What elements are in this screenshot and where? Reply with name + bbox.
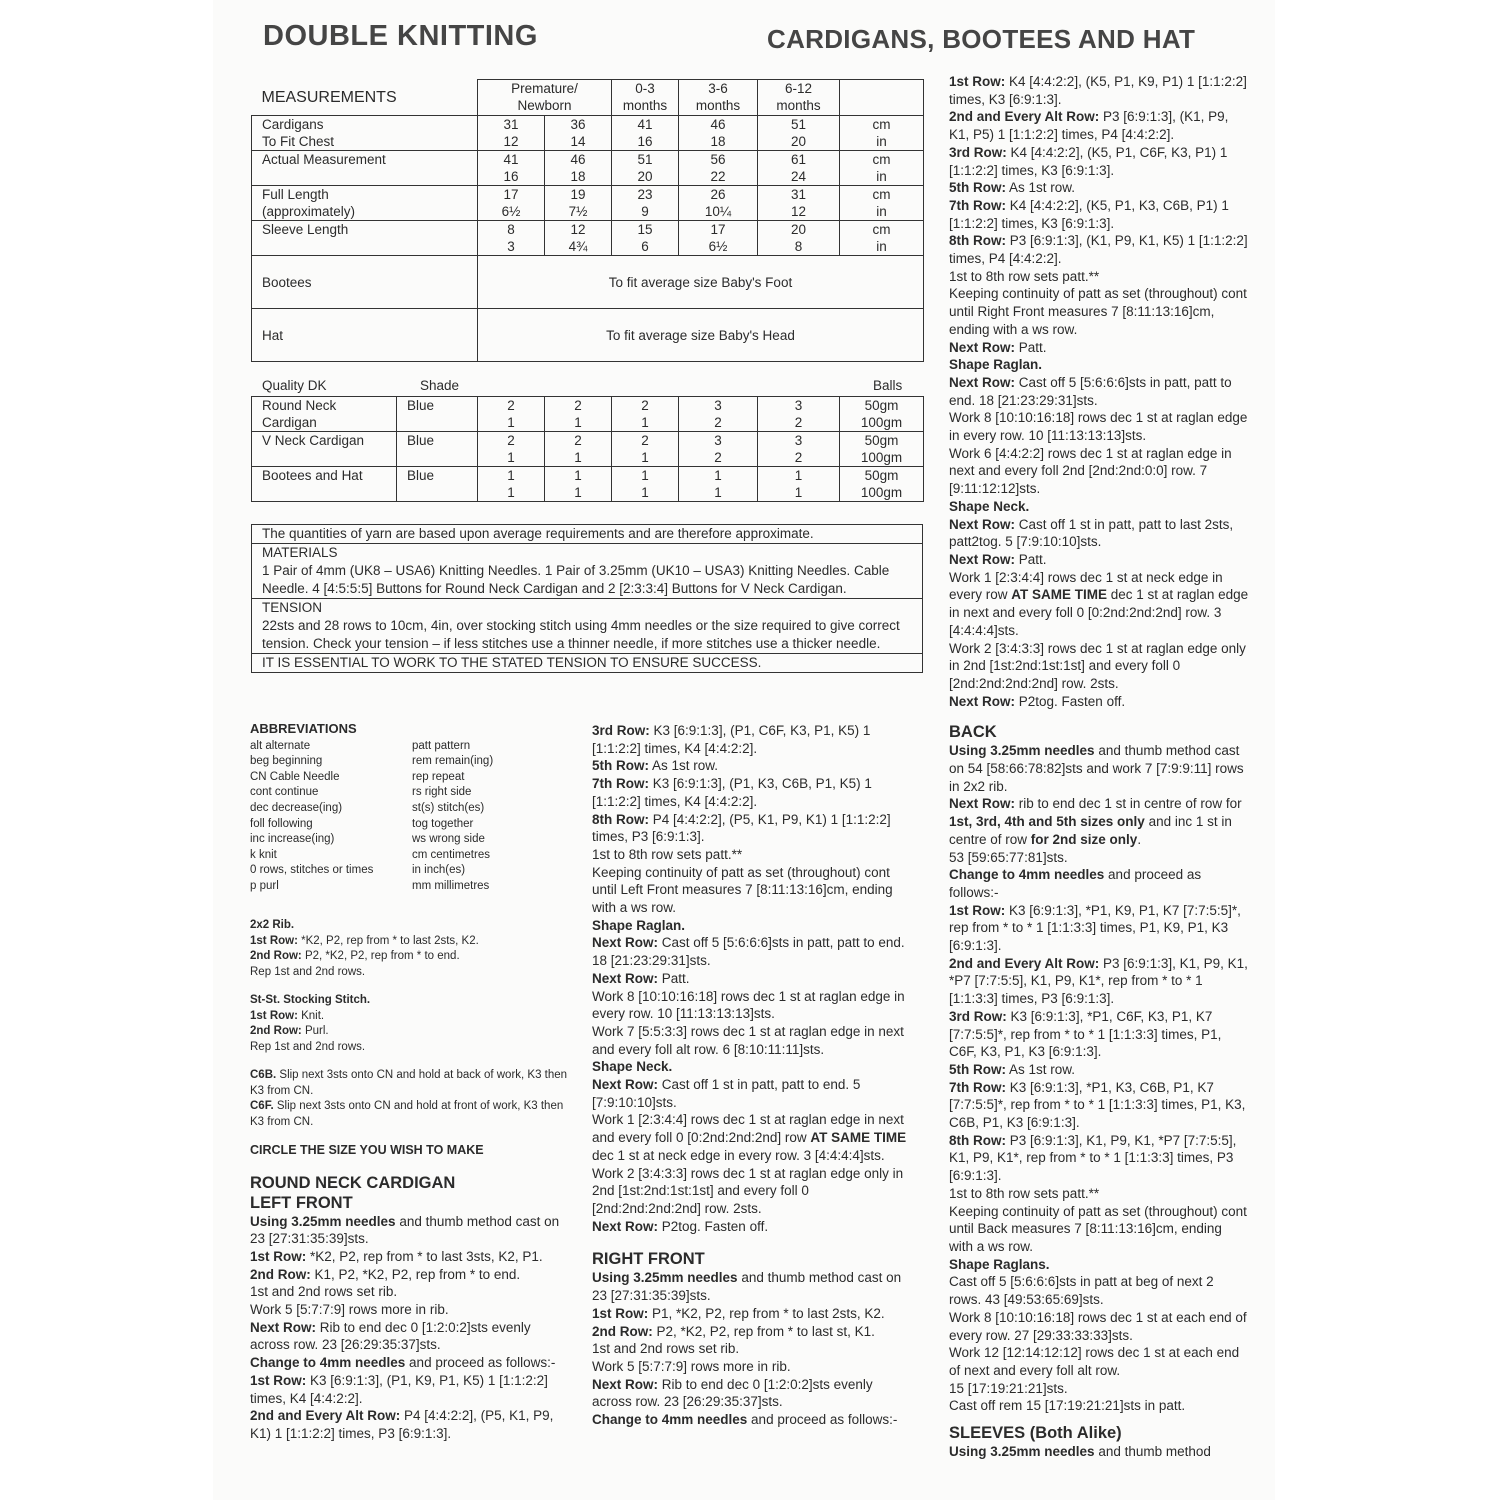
tension-section: TENSION 22sts and 28 rows to 10cm, 4in, over stocking stitch using 4mm needles or the size required to give correct tension. Check your tension – if less stitches use a thinner needle, if more stitches use a thicker needle. bbox=[252, 599, 923, 654]
left-front-title: LEFT FRONT bbox=[250, 1193, 353, 1212]
circle-size-note: CIRCLE THE SIZE YOU WISH TO MAKE bbox=[250, 1143, 484, 1157]
materials-section: MATERIALS 1 Pair of 4mm (UK8 – USA6) Knitting Needles. 1 Pair of 3.25mm (UK10 – USA3) Knitting Needles. Cable Needle. 4 [4:5:5:5] Buttons for Round Neck Cardigan and 2 [2:3:3:4] Buttons for V Neck Cardigan. bbox=[252, 544, 923, 599]
column-middle: 3rd Row: K3 [6:9:1:3], (P1, C6F, K3, P1, K5) 1 [1:1:2:2] times, K4 [4:4:2:2]. 5th Row: As 1st row. 7th Row: K3 [6:9:1:3], (P1, K3, C6B, P1, K5) 1 [1:1:2:2] times, K4 [4:4:2:2]. 8th Row: P4 [4:4:2:2], (P5, K1, P9, K1) 1 [1:1:2:2] times, P3 [6:9:1:3]. 1st to 8th row sets patt.** Keeping continuity of patt as set (throughout) cont until Left Front measures 7 [8:11:13:16]cm, ending with a ws row. Shape Raglan. Next Row: Cast off 5 [5:6:6:6]sts in patt, patt to end. 18 [21:23:29:31]sts. Next Row: Patt. Work 8 [10:10:16:18] rows dec 1 st at raglan edge in every row. 10 [11:13:13:13]sts. Work 7 [5:5:3:3] rows dec 1 st at raglan edge in next and every foll alt row. 6 [8:10:11:11]sts. Shape Neck. Next Row: Cast off 1 st in patt, patt to end. 5 [7:9:10:10]sts. Work 1 [2:3:4:4] rows dec 1 st at raglan edge in next and every foll 0 [0:2nd:2nd:2nd] row AT SAME TIME dec 1 st at neck edge in every row. 3 [4:4:4:4]sts. Work 2 [3:4:3:3] rows dec 1 st at raglan edge only in 2nd [1st:2nd:1st:1st] and every foll 0 [2nd:2nd:2nd:2nd] row. 2sts. Next Row: P2tog. Fasten off. RIGHT FRONT Using 3.25mm needles and thumb method cast on 23 [27:31:35:39]sts. 1st Row: P1, *K2, P2, rep from * to last 2sts, K2. 2nd Row: P2, *K2, P2, rep from * to last st, K1. 1st and 2nd rows set rib. Work 5 [5:7:7:9] rows more in rib. Next Row: Rib to end dec 0 [1:2:0:2]sts evenly across row. 23 [26:29:35:37]sts. Change to 4mm needles and proceed as follows:- bbox=[592, 722, 910, 1429]
measurement-row: Sleeve Length 8 3 12 4¾ 15 6 17 6½ 20 8 cm in bbox=[252, 221, 924, 256]
measurement-row: Cardigans To Fit Chest 31 12 36 14 41 16 46 18 51 20 cm in bbox=[252, 116, 924, 151]
sleeves-title: SLEEVES (Both Alike) bbox=[949, 1424, 1122, 1443]
size-header: Premature/ Newborn bbox=[478, 80, 612, 116]
hat-row: Hat To fit average size Baby's Head bbox=[252, 309, 924, 362]
yarn-row: V Neck Cardigan Blue 2 1 2 1 2 1 3 2 3 2 50gm 100gm bbox=[252, 432, 924, 467]
yarn-row: Round Neck Cardigan Blue 2 1 2 1 2 1 3 2 3 2 50gm 100gm bbox=[252, 397, 924, 432]
bootees-row: Bootees To fit average size Baby's Foot bbox=[252, 256, 924, 309]
column-right: 1st Row: K4 [4:4:2:2], (K5, P1, K9, P1) 1 [1:1:2:2] times, K3 [6:9:1:3]. 2nd and Every Alt Row: P3 [6:9:1:3], (K1, P9, K1, P5) 1 [1:1:2:2] times, P4 [4:4:2:2]. 3rd Row: K4 [4:4:2:2], (K5, P1, C6F, K3, P1) 1 [1:1:2:2] times, K3 [6:9:1:3]. 5th Row: As 1st row. 7th Row: K4 [4:4:2:2], (K5, P1, K3, C6B, P1) 1 [1:1:2:2] times, K3 [6:9:1:3]. 8th Row: P3 [6:9:1:3], (K1, P9, K1, K5) 1 [1:1:2:2] times, P4 [4:4:2:2]. 1st to 8th row sets patt.** Keeping continuity of patt as set (throughout) cont until Right Front measures 7 [8:11:13:16]cm, ending with a ws row. Next Row: Patt. Shape Raglan. Next Row: Cast off 5 [5:6:6:6]sts in patt, patt to end. 18 [21:23:29:31]sts. Work 8 [10:10:16:18] rows dec 1 st at raglan edge in every row. 10 [11:13:13:13]sts. Work 6 [4:4:2:2] rows dec 1 st at raglan edge in next and every foll 2nd [2nd:2nd:0:0] row. 7 [9:11:12:12]sts. Shape Neck. Next Row: Cast off 1 st in patt, patt to last 2sts, patt2tog. 5 [7:9:10:10]sts. Next Row: Patt. Work 1 [2:3:4:4] rows dec 1 st at neck edge in every row AT SAME TIME dec 1 st at raglan edge in next and every foll 0 [0:2nd:2nd:2nd] row. 3 [4:4:4:4]sts. Work 2 [3:4:3:3] rows dec 1 st at raglan edge only in 2nd [1st:2nd:1st:1st] and every foll 0 [2nd:2nd:2nd:2nd] row. 2sts. Next Row: P2tog. Fasten off. BACK Using 3.25mm needles and thumb method cast on 54 [58:66:78:82]sts and work 7 [7:9:9:11] rows in 2x2 rib. Next Row: rib to end dec 1 st in centre of row for 1st, 3rd, 4th and 5th sizes only and inc 1 st in centre of row for 2nd size only. 53 [59:65:77:81]sts. Change to 4mm needles and proceed as follows:- 1st Row: K3 [6:9:1:3], *P1, K9, P1, K7 [7:7:5:5]*, rep from * to * 1 [1:1:3:3] times, P1, K9, P1, K3 [6:9:1:3]. 2nd and Every Alt Row: P3 [6:9:1:3], K1, P9, K1, *P7 [7:7:5:5], K1, P9, K1*, rep from * to * 1 [1:1:3:3] times, P3 [6:9:1:3]. 3rd Row: K3 [6:9:1:3], *P1, C6F, K3, P1, K7 [7:7:5:5]*, rep from * to * 1 [1:1:3:3] times, P1, C6F, K3, P1, K3 [6:9:1:3]. 5th Row: As 1st row. 7th Row: K3 [6:9:1:3], *P1, K3, C6B, P1, K7 [7:7:5:5]*, rep from * to * 1 [1:1:3:3] times, P1, K3, C6B, P1, K3 [6:9:1:3]. 8th Row: P3 [6:9:1:3], K1, P9, K1, *P7 [7:7:5:5], K1, P9, K1*, rep from * to * 1 [1:1:3:3] times, P3 [6:9:1:3]. 1st to 8th row sets patt.** Keeping continuity of patt as set (throughout) cont until Back measures 7 [8:11:13:16]cm, ending with a ws row. Shape Raglans. Cast off 5 [5:6:6:6]sts in patt at beg of next 2 rows. 43 [49:53:65:69]sts. Work 8 [10:10:16:18] rows dec 1 st at each end of every row. 27 [29:33:33:33]sts. Work 12 [12:14:12:12] rows dec 1 st at each end of next and every foll alt row. 15 [17:19:21:21]sts. Cast off rem 15 [17:19:21:21]sts in patt. SLEEVES (Both Alike) Using 3.25mm needles and thumb method bbox=[949, 74, 1249, 1460]
unit-header bbox=[840, 80, 924, 116]
quality-label: Quality DK bbox=[262, 378, 327, 393]
back-title: BACK bbox=[949, 723, 997, 742]
size-header: 6-12 months bbox=[758, 80, 840, 116]
size-header: 0-3 months bbox=[612, 80, 679, 116]
measurement-row: Actual Measurement 41 16 46 18 51 20 56 22 61 24 cm in bbox=[252, 151, 924, 186]
measurements-title: MEASUREMENTS bbox=[252, 80, 478, 116]
right-front-title: RIGHT FRONT bbox=[592, 1250, 705, 1269]
measurement-row: Full Length (approximately) 17 6½ 19 7½ 23 9 26 10¼ 31 12 cm in bbox=[252, 186, 924, 221]
essential-note: IT IS ESSENTIAL TO WORK TO THE STATED TENSION TO ENSURE SUCCESS. bbox=[252, 654, 923, 673]
page-subtitle: CARDIGANS, BOOTEES AND HAT bbox=[767, 24, 1196, 54]
yarn-table bbox=[251, 396, 924, 502]
round-neck-title: ROUND NECK CARDIGAN bbox=[250, 1173, 456, 1192]
page-title: DOUBLE KNITTING bbox=[263, 20, 538, 52]
yarn-row: Bootees and Hat Blue 1 1 1 1 1 1 1 1 1 1 50gm 100gm bbox=[252, 467, 924, 502]
balls-label: Balls bbox=[873, 378, 903, 393]
column-left: 2x2 Rib. 1st Row: *K2, P2, rep from * to last 2sts, K2. 2nd Row: P2, *K2, P2, rep from * to end. Rep 1st and 2nd rows. St-St. Stocking Stitch. 1st Row: Knit. 2nd Row: Purl. Rep 1st and 2nd rows. C6B. Slip next 3sts onto CN and hold at back of work, K3 then K3 from CN. C6F. Slip next 3sts onto CN and hold at front of work, K3 then K3 from CN. CIRCLE THE SIZE YOU WISH TO MAKE ROUND NECK CARDIGAN LEFT FRONT Using 3.25mm needles and thumb method cast on 23 [27:31:35:39]sts. 1st Row: *K2, P2, rep from * to last 3sts, K2, P1. 2nd Row: K1, P2, *K2, P2, rep from * to end. 1st and 2nd rows set rib. Work 5 [5:7:7:9] rows more in rib. Next Row: Rib to end dec 0 [1:2:0:2]sts evenly across row. 23 [26:29:35:37]sts. Change to 4mm needles and proceed as follows:- 1st Row: K3 [6:9:1:3], (P1, K9, P1, K5) 1 [1:1:2:2] times, K4 [4:4:2:2]. 2nd and Every Alt Row: P4 [4:4:2:2], (P5, K1, P9, K1) 1 [1:1:2:2] times, P3 [6:9:1:3]. bbox=[250, 919, 568, 1441]
quantities-note: The quantities of yarn are based upon average requirements and are therefore approximate. bbox=[252, 525, 923, 544]
shade-label: Shade bbox=[420, 378, 460, 393]
abbreviations-title: ABBREVIATIONS bbox=[250, 721, 357, 736]
size-header: 3-6 months bbox=[679, 80, 758, 116]
abbreviations: ABBREVIATIONS alt alternate patt pattern beg beginning rem remain(ing) CN Cable Needle rep repeat cont continue rs right side dec decrease(ing) st(s) stitch(es) foll following tog together inc increase(ing) ws wrong side k knit cm centimetres 0 rows, stitches or times in inch(es) p purl mm millimetres bbox=[250, 721, 580, 895]
measurements-table bbox=[251, 79, 924, 362]
notes-box bbox=[251, 524, 923, 673]
